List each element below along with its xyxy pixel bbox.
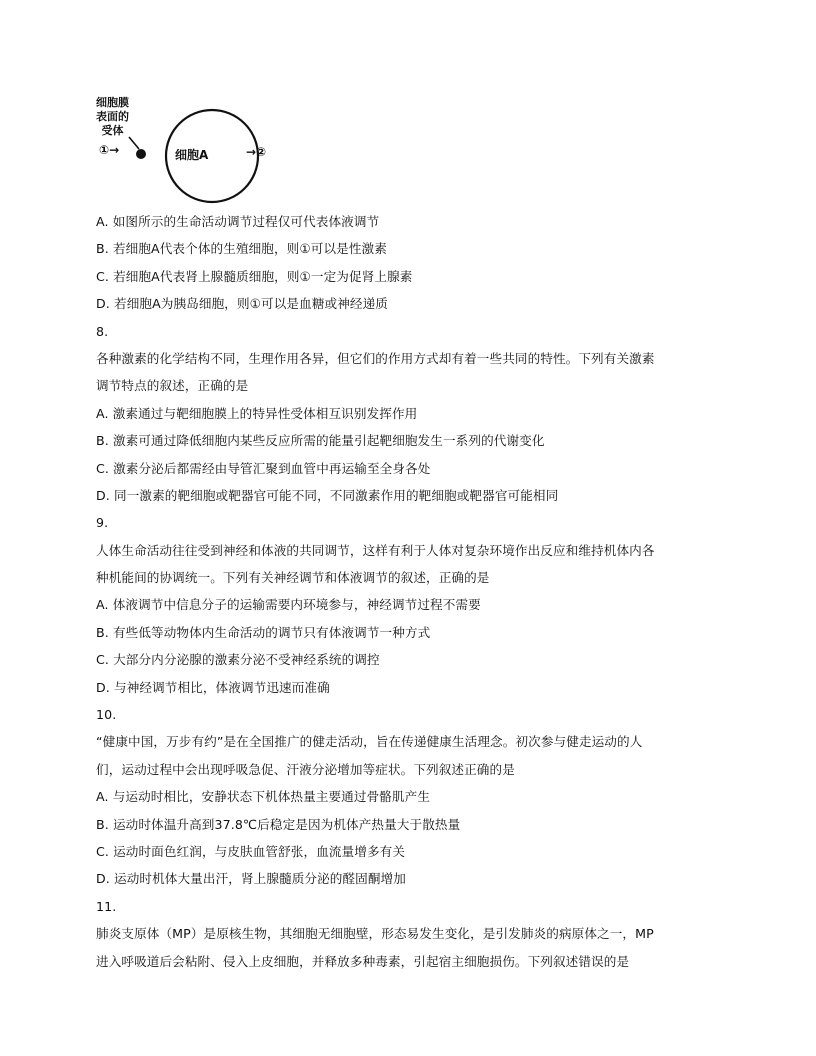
text-line: C. 激素分泌后都需经由导管汇聚到血管中再运输至全身各处: [96, 460, 431, 476]
receptor-label-line: 表面的: [96, 110, 129, 123]
text-line: C. 运动时面色红润，与皮肤血管舒张，血流量增多有关: [96, 843, 406, 859]
cell-a-label: 细胞A: [175, 148, 209, 162]
text-line: D. 同一激素的靶细胞或靶器官可能不同，不同激素作用的靶细胞或靶器官可能相同: [96, 487, 559, 503]
text-line: D. 与神经调节相比，体液调节迅速而准确: [96, 679, 330, 695]
receptor-pointer-line: [129, 137, 139, 149]
text-line: “健康中国，万步有约”是在全国推广的健走活动，旨在传递健康生活理念。初次参与健走运动的人: [96, 734, 643, 750]
receptor-label: [96, 96, 129, 138]
receptor-label-line: 细胞膜: [96, 96, 129, 109]
text-line: B. 若细胞A代表个体的生殖细胞，则①可以是性激素: [96, 241, 387, 257]
text-line: 们，运动过程中会出现呼吸急促、汗液分泌增加等症状。下列叙述正确的是: [96, 761, 515, 777]
question-number: 8.: [96, 323, 109, 339]
input-signal-label: ①→: [99, 143, 120, 157]
text-line: 肺炎支原体（MP）是原核生物，其细胞无细胞壁，形态易发生变化，是引发肺炎的病原体之一，MP: [96, 926, 654, 942]
text-line: 调节特点的叙述，正确的是: [96, 378, 249, 394]
text-line: A. 体液调节中信息分子的运输需要内环境参与，神经调节过程不需要: [96, 597, 481, 613]
text-line: A. 激素通过与靶细胞膜上的特异性受体相互识别发挥作用: [96, 405, 418, 421]
question-text: [96, 208, 720, 975]
question-number: 10.: [96, 707, 117, 723]
question-number: 9.: [96, 515, 109, 531]
text-line: B. 运动时体温升高到37.8℃后稳定是因为机体产热量大于散热量: [96, 816, 461, 832]
text-line: D. 运动时机体大量出汗，肾上腺髓质分泌的醛固酮增加: [96, 871, 406, 887]
text-line: 种机能间的协调统一。下列有关神经调节和体液调节的叙述，正确的是: [96, 570, 490, 586]
text-line: A. 如图所示的生命活动调节过程仅可代表体液调节: [96, 214, 380, 229]
question-number: 11.: [96, 898, 117, 914]
text-line: B. 有些低等动物体内生命活动的调节只有体液调节一种方式: [96, 624, 431, 640]
receptor-dot: [136, 149, 146, 159]
output-signal-label: →②: [246, 145, 267, 159]
text-line: D. 若细胞A为胰岛细胞，则①可以是血糖或神经递质: [96, 296, 388, 312]
cell-diagram: [96, 96, 296, 206]
text-line: C. 若细胞A代表肾上腺髓质细胞，则①一定为促肾上腺素: [96, 268, 413, 284]
text-line: 各种激素的化学结构不同，生理作用各异，但它们的作用方式却有着一些共同的特性。下列有关激素: [96, 350, 655, 366]
text-line: 进入呼吸道后会粘附、侵入上皮细胞，并释放多种毒素，引起宿主细胞损伤。下列叙述错误的是: [96, 953, 630, 969]
text-line: C. 大部分内分泌腺的激素分泌不受神经系统的调控: [96, 652, 380, 668]
receptor-label-line: 受体: [101, 124, 124, 137]
text-line: A. 与运动时相比，安静状态下机体热量主要通过骨骼肌产生: [96, 789, 431, 805]
text-line: B. 激素可通过降低细胞内某些反应所需的能量引起靶细胞发生一系列的代谢变化: [96, 433, 545, 449]
text-line: 人体生命活动往往受到神经和体液的共同调节，这样有利于人体对复杂环境作出反应和维持机体内各: [96, 542, 655, 558]
